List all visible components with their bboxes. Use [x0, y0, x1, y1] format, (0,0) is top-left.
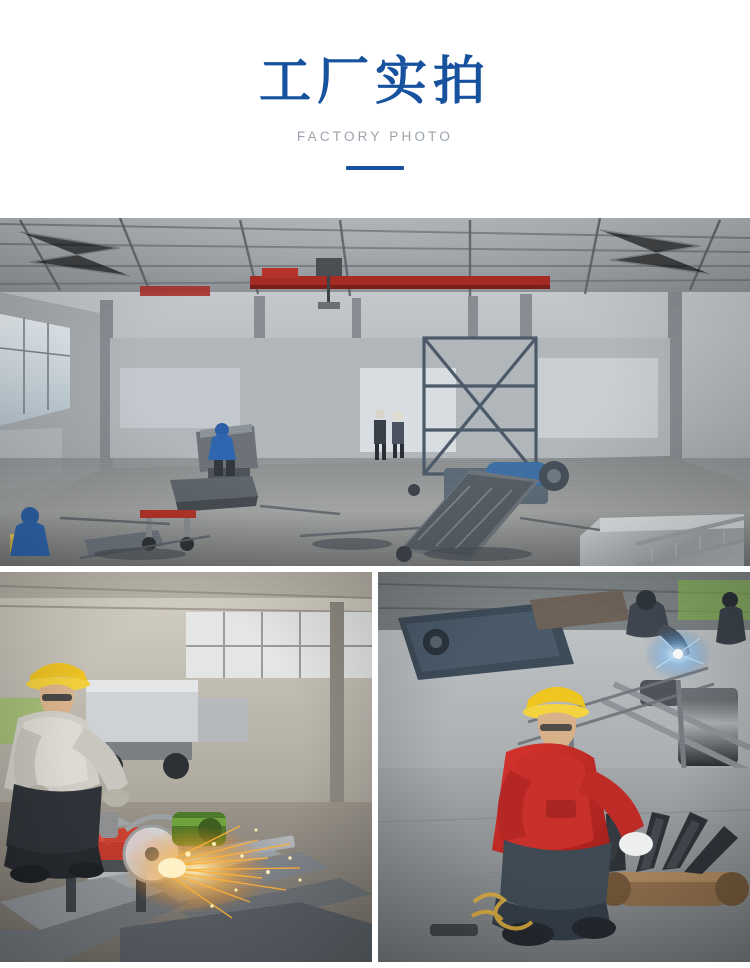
worker-cutting-steel-photo[interactable]	[0, 572, 372, 962]
factory-workshop-wide-photo[interactable]	[0, 218, 750, 566]
cutting-sparks-illustration	[0, 572, 372, 962]
workshop-overview-illustration	[0, 218, 750, 566]
page-title: 工厂实拍	[258, 52, 491, 112]
page-header	[0, 0, 750, 218]
page-subtitle: FACTORY PHOTO	[296, 129, 454, 145]
gallery-row-bottom	[0, 572, 750, 962]
rotor-shaft-shape	[597, 872, 749, 906]
rotor-assembly-illustration	[378, 572, 750, 962]
title-underline-divider	[346, 166, 404, 170]
worker-assembling-rotor-photo[interactable]	[378, 572, 750, 962]
factory-photo-gallery	[0, 218, 750, 962]
gallery-row-top	[0, 218, 750, 566]
